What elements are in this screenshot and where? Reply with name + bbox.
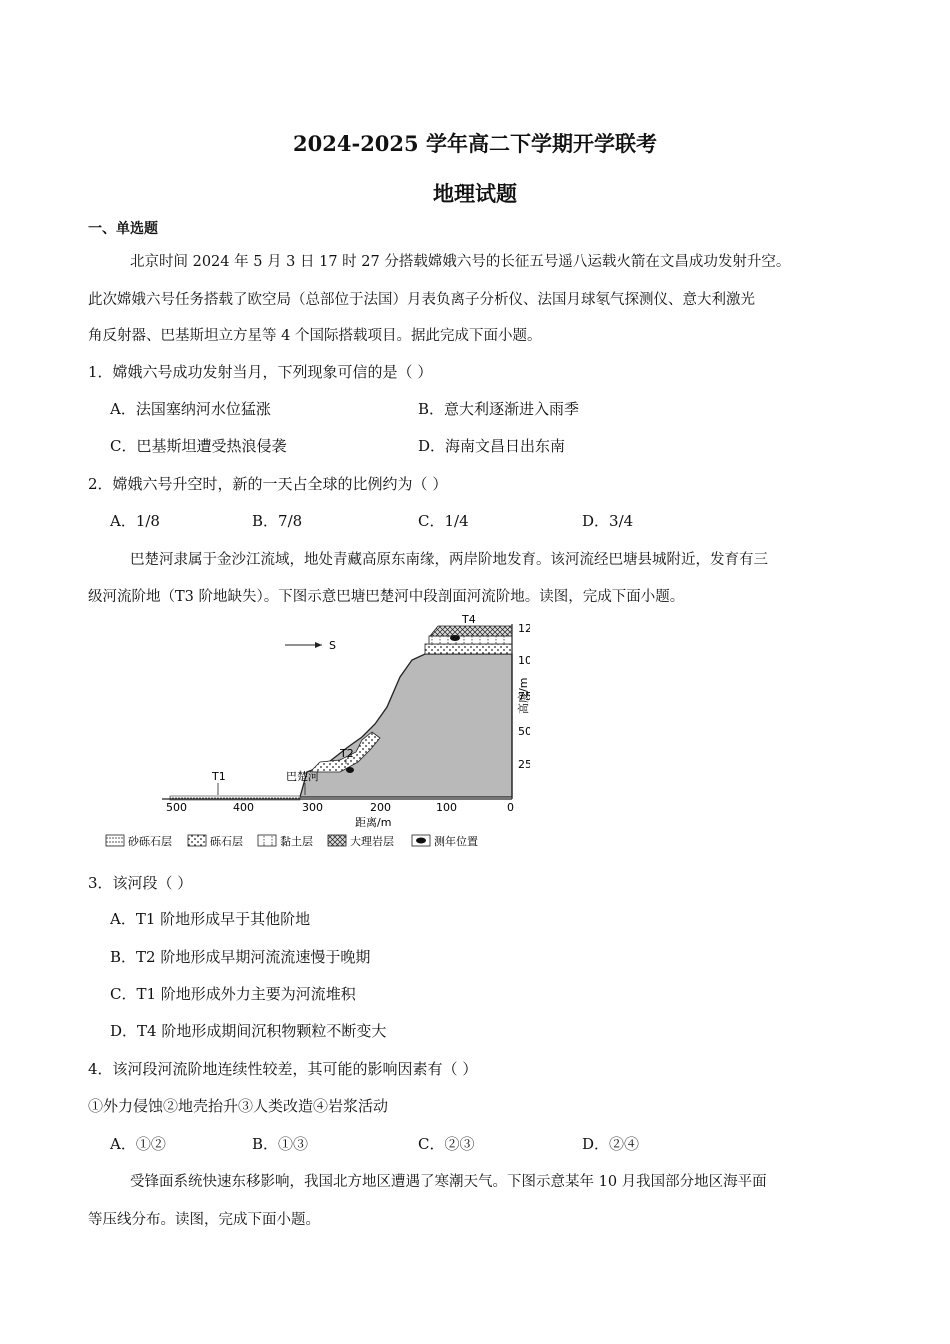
q1-option-b: B．意大利逐渐进入雨季 [418, 400, 580, 418]
q1-option-a: A．法国塞纳河水位猛涨 [110, 400, 271, 418]
label-t1: T1 [212, 770, 226, 783]
intro1-line2: 此次嫦娥六号任务搭载了欧空局（总部位于法国）月表负离子分析仪、法国月球氡气探测仪、意大利激光 [88, 292, 755, 308]
x-tick-0: 0 [507, 801, 514, 814]
q2-option-c: C．1/4 [418, 512, 469, 530]
x-axis [166, 801, 514, 829]
t4-top [430, 626, 512, 636]
intro1-line3: 角反射器、巴基斯坦立方星等 4 个国际搭载项目。据此完成下面小题。 [88, 328, 542, 344]
y-tick-75: 75 [518, 690, 530, 703]
x-axis-label: 距离/m [355, 816, 392, 829]
x-tick-300: 300 [302, 801, 323, 814]
q3-option-c: C．T1 阶地形成外力主要为河流堆积 [110, 985, 356, 1003]
intro2-line1: 巴楚河隶属于金沙江流域，地处青藏高原东南缘，两岸阶地发育。该河流经巴塘县城附近，发育有三 [130, 552, 768, 568]
q4-option-a: A．①② [110, 1135, 166, 1153]
y-tick-25: 25 [518, 758, 530, 771]
q4-items: ①外力侵蚀②地壳抬升③人类改造④岩浆活动 [88, 1097, 389, 1115]
q1-stem: 1．嫦娥六号成功发射当月，下列现象可信的是（ ） [88, 363, 433, 381]
x-tick-100: 100 [436, 801, 457, 814]
legend-sand-gravel: 砂砾石层 [128, 835, 172, 848]
exam-title: 2024-2025 学年高二下学期开学联考 [293, 131, 657, 156]
intro2-line2: 级河流阶地（T3 阶地缺失）。下图示意巴塘巴楚河中段剖面河流阶地。读图，完成下面小题。 [88, 589, 685, 605]
exam-subject: 地理试题 [433, 181, 517, 206]
legend-dating: 测年位置 [434, 835, 478, 848]
q2-option-b: B．7/8 [252, 512, 303, 530]
q3-option-b: B．T2 阶地形成早期河流流速慢于晚期 [110, 948, 371, 966]
intro1-line1: 北京时间 2024 年 5 月 3 日 17 时 27 分搭载嫦娥六号的长征五号遥八运载火箭在文昌成功发射升空。 [130, 254, 791, 270]
q3-stem: 3．该河段（ ） [88, 874, 193, 892]
q4-option-d: D．②④ [582, 1135, 640, 1153]
label-river: 巴楚河 [286, 770, 319, 783]
section-heading: 一、单选题 [88, 221, 158, 237]
q3-option-a: A．T1 阶地形成早于其他阶地 [110, 910, 311, 928]
t4-clay-layer [429, 636, 512, 644]
q2-stem: 2．嫦娥六号升空时，新的一天占全球的比例约为（ ） [88, 475, 448, 493]
q4-stem: 4．该河段河流阶地连续性较差，其可能的影响因素有（ ） [88, 1060, 478, 1078]
label-t4: T4 [462, 613, 476, 626]
x-tick-500: 500 [166, 801, 187, 814]
q1-option-c: C．巴基斯坦遭受热浪侵袭 [110, 437, 287, 455]
y-tick-100: 10 [518, 654, 530, 667]
legend [106, 834, 478, 848]
legend-marble: 大理岩层 [350, 835, 394, 848]
bedrock [300, 654, 512, 797]
q4-option-c: C．②③ [418, 1135, 475, 1153]
t4-sand-layer [425, 644, 512, 654]
y-tick-50: 50 [518, 725, 530, 738]
intro3-line1: 受锋面系统快速东移影响，我国北方地区遭遇了寒潮天气。下图示意某年 10 月我国部分地区海平面 [130, 1174, 767, 1190]
x-tick-200: 200 [370, 801, 391, 814]
y-tick-125: 12 [518, 622, 530, 635]
direction-label: S [329, 639, 336, 652]
q2-option-a: A．1/8 [110, 512, 160, 530]
y-axis-label: 高度/m [517, 677, 530, 714]
q4-option-b: B．①③ [252, 1135, 309, 1153]
t2-dating-mark [346, 767, 354, 773]
legend-gravel: 砾石层 [210, 835, 243, 848]
q2-option-d: D．3/4 [582, 512, 634, 530]
x-tick-400: 400 [233, 801, 254, 814]
label-t2: T2 [340, 747, 354, 760]
t4-dating-mark [450, 635, 460, 641]
q3-option-d: D．T4 阶地形成期间沉积物颗粒不断变大 [110, 1022, 387, 1040]
q1-option-d: D．海南文昌日出东南 [418, 437, 566, 455]
terrace-profile-figure [100, 612, 530, 862]
intro3-line2: 等压线分布。读图，完成下面小题。 [88, 1212, 320, 1228]
legend-clay: 黏土层 [280, 835, 313, 848]
